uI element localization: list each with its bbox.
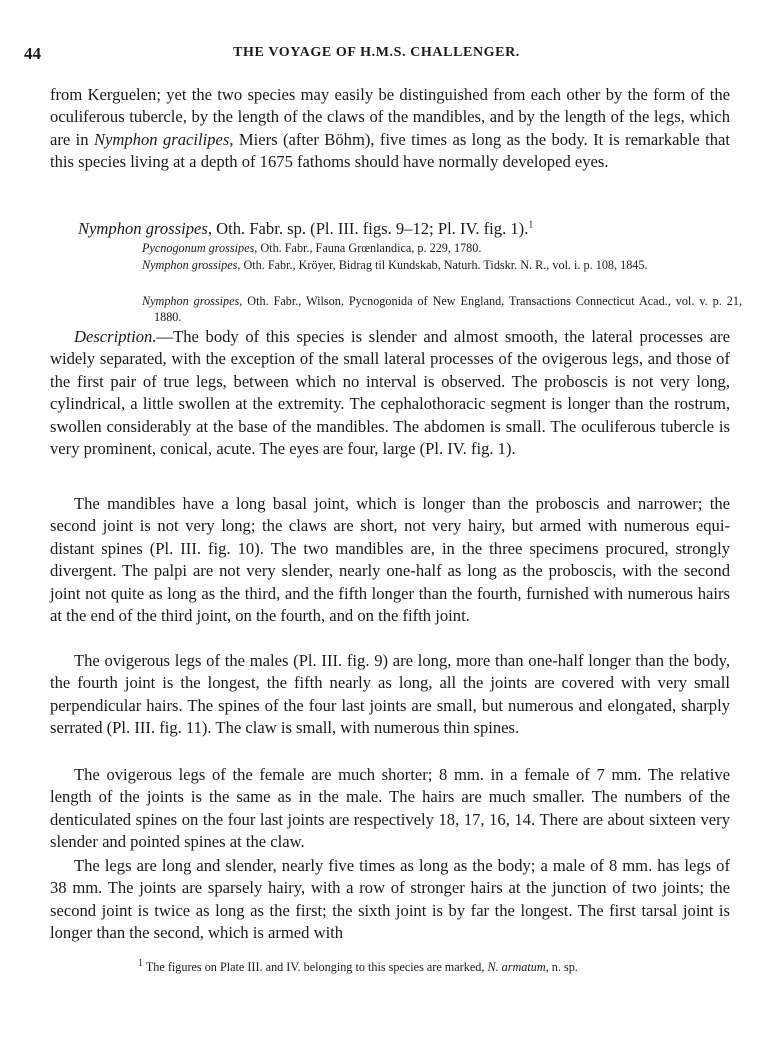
paragraph-mandibles: The mandibles have a long basal joint, which is longer than the proboscis and narrower; the second joint is not very long; the claws are short, not very hairy, but armed with numerous equi-distant spines (Pl. III. fig. 10). The two mandibles are, in the three specimens procured, strongly divergent. The palpi are not very slender, nearly one-half as long as the proboscis, with the second joint not quite as long as the third, and the fifth longer than the fourth, furnished with numerous hairs at the end of the third joint, on the fourth, and on the fifth joint. [50,494,730,626]
paragraph-intro: from Kerguelen; yet the two species may easily be distinguished from each other by the form of the oculiferous tubercle, by the length of the claws of the mandibles, and by the length of the legs, which are in Nymphon gracilipes, Miers (after Böhm), five times as long as the body. It is remarkable that this species living at a depth of 1675 fathoms should have normally developed eyes. [50,85,730,172]
paragraph-description: Description.—The body of this species is slender and almost smooth, the lateral processes are widely separated, with the exception of the small lateral processes of the ovigerous legs, and those of the first pair of true legs, between which no interval is observed. The proboscis is not very long, cylindrical, a little swollen at the extremity. The cephalothoracic segment is longer than the rostrum, swollen considerably at the base of the mandibles. The abdomen is small. The oculiferous tubercle is very prominent, conical, acute. The eyes are four, large (Pl. IV. fig. 1). [50,327,730,459]
species-heading: Nymphon grossipes, Oth. Fabr. sp. (Pl. III. figs. 9–12; Pl. IV. fig. 1).$^1$ [78,219,534,238]
paragraph-ovigerous-male: The ovigerous legs of the males (Pl. III. fig. 9) are long, more than one-half longer than the body, the fourth joint is the longest, the fifth nearly as long, all the joints are covered with very small perpendicular hairs. The spines of the four last joints are small, but numerous and elongated, sharply serrated (Pl. III. fig. 11). The claw is small, with numerous thin spines. [50,651,730,738]
synonym-entry: Nymphon grossipes, Oth. Fabr., Wilson, Pycnogonida of New England, Transactions Connecticut Acad., vol. v. p. 21, 1880. [142,294,742,324]
footnote-marker: 1 [528,219,534,231]
footnote: $^1$ The figures on Plate III. and IV. belonging to this species are marked, N. armatum, n. sp. [138,957,578,974]
running-title: THE VOYAGE OF H.M.S. CHALLENGER. [233,45,520,60]
synonym-entry: Nymphon grossipes, Oth. Fabr., Kröyer, Bidrag til Kundskab, Naturh. Tidskr. N. R., vol. i. p. 108, 1845. [142,258,648,272]
synonym-entry: Pycnogonum grossipes, Oth. Fabr., Fauna Grœnlandica, p. 229, 1780. [142,241,482,255]
paragraph-ovigerous-female: The ovigerous legs of the female are much shorter; 8 mm. in a female of 7 mm. The relative length of the joints is the same as in the male. The hairs are much smaller. The numbers of the denticulated spines on the four last joints are respectively 18, 17, 16, 14. There are about sixteen very slender and pointed spines at the claw. [50,765,730,852]
page-number: 44 [24,44,41,63]
species-heading-name: Nymphon grossipes [78,219,208,238]
description-label: Description. [74,327,157,346]
paragraph-legs: The legs are long and slender, nearly five times as long as the body; a male of 8 mm. has legs of 38 mm. The joints are sparsely hairy, with a row of stronger hairs at the junction of two joints; the second joint is twice as long as the first; the sixth joint is by far the longest. The first tarsal joint is longer than the second, which is armed with [50,856,730,943]
page-header [24,44,729,66]
species-name: Nymphon gracilipes [93,129,230,149]
